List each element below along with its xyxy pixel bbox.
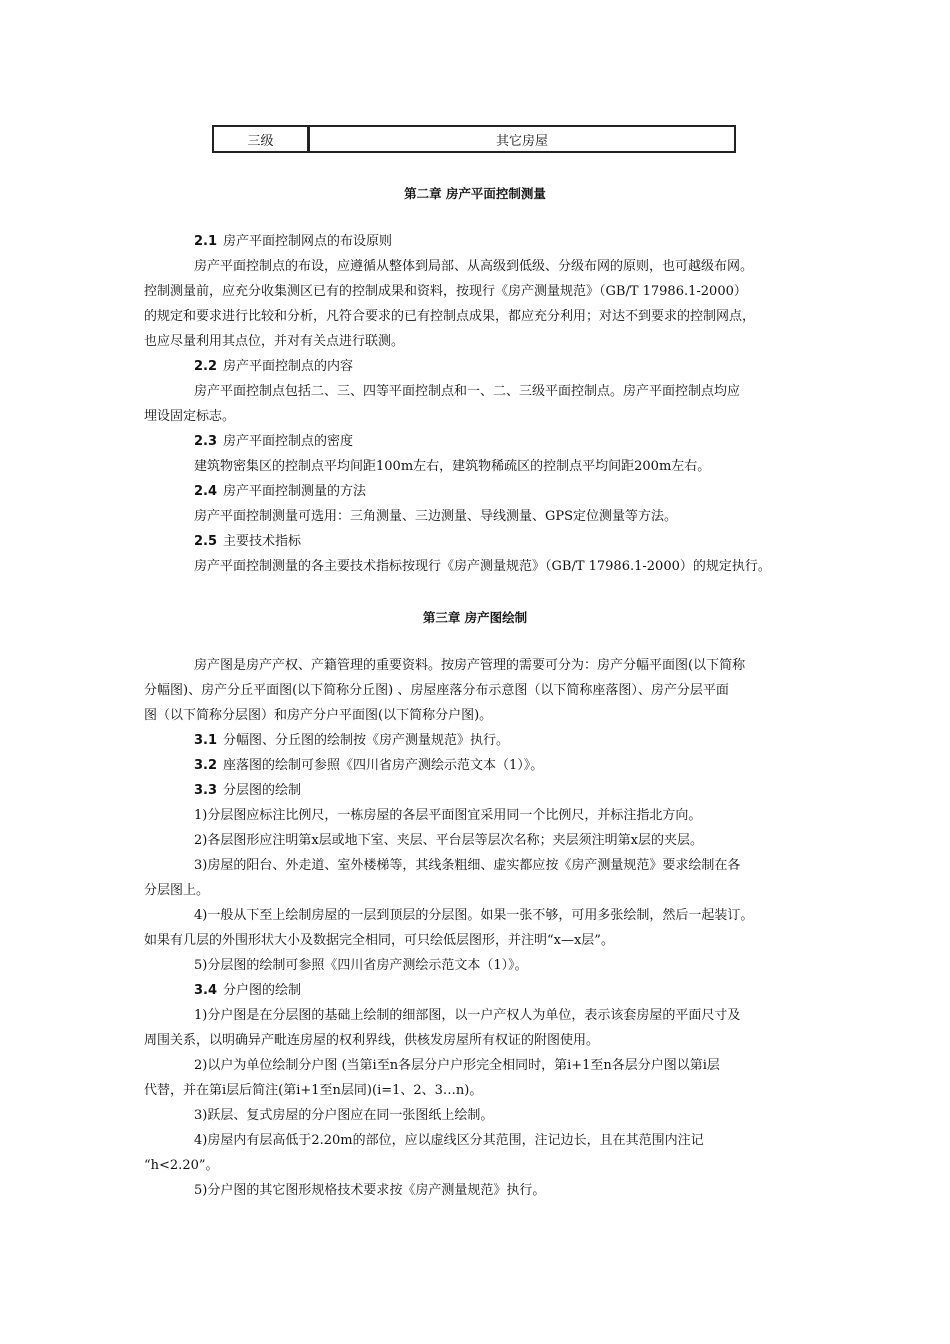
section-3-1-heading	[194, 733, 509, 749]
section-number: 3.4	[194, 983, 218, 998]
section-title: 分层图的绘制	[223, 783, 302, 798]
chapter-2-title: 第二章 房产平面控制测量	[404, 186, 546, 201]
section-number: 3.2	[194, 758, 218, 773]
section-3-3-heading	[194, 783, 301, 799]
paragraph-line: 房产平面控制点的布设，应遵循从整体到局部、从高级到低级、分级布网的原则，也可越级布网。	[194, 259, 754, 274]
section-2-5-heading	[194, 534, 301, 550]
section-title: 房产平面控制点的内容	[223, 359, 354, 374]
section-title: 房产平面控制点的密度	[223, 434, 354, 449]
grade-table	[212, 125, 736, 153]
chapter-3-title: 第三章 房产图绘制	[422, 610, 528, 625]
section-number: 3.1	[194, 733, 218, 748]
paragraph-line: 埋设固定标志。	[144, 409, 236, 424]
section-3-2-heading	[194, 758, 543, 774]
section-title: 主要技术指标	[223, 534, 302, 549]
paragraph-line: 房产平面控制测量的各主要技术指标按现行《房产测量规范》（GB/T 17986.1-2000）的规定执行。	[194, 559, 771, 574]
section-title: 座落图的绘制可参照《四川省房产测绘示范文本（1）》。	[223, 758, 544, 773]
list-item-continued: 周围关系，以明确异产毗连房屋的权利界线，供核发房屋所有权证的附图使用。	[144, 1033, 600, 1048]
section-title: 房产平面控制网点的布设原则	[223, 234, 393, 249]
list-item-continued: 如果有几层的外围形状大小及数据完全相同，可只绘低层图形，并注明“x—x层”。	[144, 933, 614, 948]
table-cell-type: 其它房屋	[495, 133, 548, 149]
list-item: 4)房屋内有层高低于2.20m的部位，应以虚线区分其范围，注记边长，且在其范围内注记	[194, 1133, 704, 1148]
table-cell-level: 三级	[214, 127, 310, 151]
list-item: 1)分层图应标注比例尺，一栋房屋的各层平面图宜采用同一个比例尺，并标注指北方向。	[194, 808, 702, 823]
paragraph-line: 的规定和要求进行比较和分析，凡符合要求的已有控制点成果，都应充分利用；对达不到要求的控制网点，	[144, 309, 756, 324]
paragraph-line: 房产图是房产产权、产籍管理的重要资料。按房产管理的需要可分为：房产分幅平面图(以下简称	[194, 658, 746, 673]
list-item: 5)分户图的其它图形规格技术要求按《房产测量规范》执行。	[194, 1183, 546, 1198]
list-item: 3)房屋的阳台、外走道、室外楼梯等，其线条粗细、虚实都应按《房产测量规范》要求绘制在各	[194, 858, 741, 873]
list-item: 3)跃层、复式房屋的分户图应在同一张图纸上绘制。	[194, 1108, 494, 1123]
section-3-4-heading	[194, 983, 301, 999]
section-number: 2.4	[194, 484, 218, 499]
list-item-continued: 分层图上。	[144, 883, 210, 898]
paragraph-line: 房产平面控制测量可选用：三角测量、三边测量、导线测量、GPS定位测量等方法。	[194, 509, 678, 524]
section-number: 2.3	[194, 434, 218, 449]
paragraph-line: 建筑物密集区的控制点平均间距100m左右，建筑物稀疏区的控制点平均间距200m左右。	[194, 459, 711, 474]
section-2-2-heading	[194, 359, 353, 375]
paragraph-line: 图（以下简称分层图）和房产分户平面图(以下简称分户图)。	[144, 708, 493, 723]
list-item-continued: “h<2.20”。	[144, 1158, 219, 1173]
section-number: 2.5	[194, 534, 218, 549]
section-2-3-heading	[194, 434, 353, 450]
list-item: 5)分层图的绘制可参照《四川省房产测绘示范文本（1）》。	[194, 958, 528, 973]
section-number: 2.1	[194, 234, 218, 249]
section-title: 分户图的绘制	[223, 983, 302, 998]
section-title: 分幅图、分丘图的绘制按《房产测量规范》执行。	[223, 733, 510, 748]
paragraph-line: 控制测量前，应充分收集测区已有的控制成果和资料，按现行《房产测量规范》（GB/T 17986.1-2000）	[144, 284, 747, 299]
section-number: 2.2	[194, 359, 218, 374]
paragraph-line: 也应尽量利用其点位，并对有关点进行联测。	[144, 334, 405, 349]
list-item: 1)分户图是在分层图的基础上绘制的细部图，以一户产权人为单位，表示该套房屋的平面尺寸及	[194, 1008, 741, 1023]
section-number: 3.3	[194, 783, 218, 798]
list-item: 4)一般从下至上绘制房屋的一层到顶层的分层图。如果一张不够，可用多张绘制，然后一起装订。	[194, 908, 754, 923]
section-title: 房产平面控制测量的方法	[223, 484, 367, 499]
paragraph-line: 房产平面控制点包括二、三、四等平面控制点和一、二、三级平面控制点。房产平面控制点均应	[194, 384, 741, 399]
section-2-1-heading	[194, 234, 392, 250]
section-2-4-heading	[194, 484, 366, 500]
list-item: 2)以户为单位绘制分户图 (当第i至n各层分户户形完全相同时，第i+1至n各层分户图以第i层	[194, 1058, 720, 1073]
list-item-continued: 代替，并在第i层后简注(第i+1至n层同)(i=1、2、3…n)。	[144, 1083, 483, 1098]
list-item: 2)各层图形应注明第x层或地下室、夹层、平台层等层次名称；夹层须注明第x层的夹层。	[194, 833, 704, 848]
paragraph-line: 分幅图)、房产分丘平面图(以下简称分丘图) 、房屋座落分布示意图（以下简称座落图）、房产分层平面	[144, 683, 729, 698]
